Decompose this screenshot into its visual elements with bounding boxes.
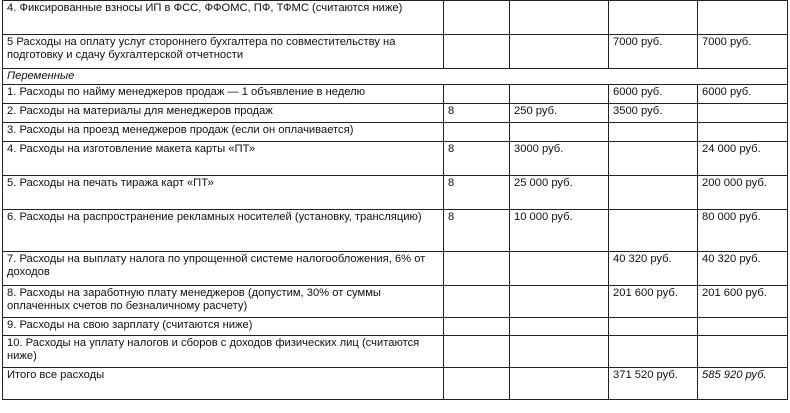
cell-year: 200 000 руб. xyxy=(698,176,788,210)
table-row xyxy=(3,1,788,35)
cell-name: 10. Расходы на уплату налогов и сборов с доходов физических лиц (считаются ниже) xyxy=(3,336,444,368)
cell-name: 8. Расходы на заработную плату менеджеров (допустим, 30% от суммы оплаченных счетов по безналичному расчету) xyxy=(3,286,444,318)
cell-qty xyxy=(444,123,510,142)
cell-year: 6000 руб. xyxy=(698,85,788,104)
cell-name: 9. Расходы на свою зарплату (считаются ниже) xyxy=(3,318,444,336)
expenses-table xyxy=(2,0,788,400)
cell-price xyxy=(510,35,609,69)
expenses-table-body xyxy=(3,1,788,400)
cell-year xyxy=(698,123,788,142)
cell-qty: 8 xyxy=(444,210,510,252)
cell-price xyxy=(510,368,609,400)
cell-price: 250 руб. xyxy=(510,104,609,123)
cell-month: 6000 руб. xyxy=(609,85,698,104)
cell-qty: 8 xyxy=(444,176,510,210)
cell-qty xyxy=(444,286,510,318)
cell-year xyxy=(698,1,788,35)
cell-name: 6. Расходы на распространение рекламных носителей (установку, трансляцию) xyxy=(3,210,444,252)
table-row xyxy=(3,210,788,252)
cell-year xyxy=(698,336,788,368)
table-row xyxy=(3,286,788,318)
table-row xyxy=(3,142,788,176)
cell-year: 585 920 руб. xyxy=(698,368,788,400)
section-title: Переменные xyxy=(3,69,788,85)
table-row xyxy=(3,104,788,123)
cell-qty xyxy=(444,1,510,35)
cell-price xyxy=(510,336,609,368)
cell-month: 40 320 руб. xyxy=(609,252,698,286)
cell-month xyxy=(609,123,698,142)
cell-year: 24 000 руб. xyxy=(698,142,788,176)
cell-price xyxy=(510,85,609,104)
cell-year: 201 600 руб. xyxy=(698,286,788,318)
cell-month: 201 600 руб. xyxy=(609,286,698,318)
cell-month: 7000 руб. xyxy=(609,35,698,69)
cell-qty xyxy=(444,35,510,69)
total-row xyxy=(3,368,788,400)
table-row xyxy=(3,35,788,69)
cell-month xyxy=(609,336,698,368)
table-row xyxy=(3,176,788,210)
table-row xyxy=(3,85,788,104)
cell-price: 10 000 руб. xyxy=(510,210,609,252)
cell-month: 3500 руб. xyxy=(609,104,698,123)
cell-name: Итого все расходы xyxy=(3,368,444,400)
cell-year xyxy=(698,104,788,123)
cell-price xyxy=(510,286,609,318)
cell-qty xyxy=(444,336,510,368)
cell-price xyxy=(510,318,609,336)
cell-qty xyxy=(444,318,510,336)
cell-price xyxy=(510,123,609,142)
cell-month: 371 520 руб. xyxy=(609,368,698,400)
cell-qty xyxy=(444,368,510,400)
cell-qty: 8 xyxy=(444,104,510,123)
cell-qty xyxy=(444,85,510,104)
cell-month xyxy=(609,210,698,252)
cell-qty xyxy=(444,252,510,286)
cell-name: 4. Фиксированные взносы ИП в ФСС, ФФОМС, ПФ, ТФМС (считаются ниже) xyxy=(3,1,444,35)
cell-year: 7000 руб. xyxy=(698,35,788,69)
cell-price xyxy=(510,1,609,35)
cell-name: 1. Расходы по найму менеджеров продаж — 1 объявление в неделю xyxy=(3,85,444,104)
cell-year xyxy=(698,318,788,336)
cell-year: 40 320 руб. xyxy=(698,252,788,286)
cell-price xyxy=(510,252,609,286)
cell-name: 5 Расходы на оплату услуг стороннего бухгалтера по совместительству на подготовку и сдачу бухгалтерской отчетности xyxy=(3,35,444,69)
cell-qty: 8 xyxy=(444,142,510,176)
cell-year: 80 000 руб. xyxy=(698,210,788,252)
cell-month xyxy=(609,142,698,176)
cell-month xyxy=(609,176,698,210)
cell-month xyxy=(609,1,698,35)
cell-price: 25 000 руб. xyxy=(510,176,609,210)
cell-name: 5. Расходы на печать тиража карт «ПТ» xyxy=(3,176,444,210)
cell-name: 3. Расходы на проезд менеджеров продаж (если он оплачивается) xyxy=(3,123,444,142)
cell-month xyxy=(609,318,698,336)
cell-name: 2. Расходы на материалы для менеджеров продаж xyxy=(3,104,444,123)
cell-price: 3000 руб. xyxy=(510,142,609,176)
cell-name: 4. Расходы на изготовление макета карты «ПТ» xyxy=(3,142,444,176)
table-row xyxy=(3,336,788,368)
table-row xyxy=(3,318,788,336)
cell-name: 7. Расходы на выплату налога по упрощенной системе налогообложения, 6% от доходов xyxy=(3,252,444,286)
table-row xyxy=(3,252,788,286)
table-row xyxy=(3,123,788,142)
section-row xyxy=(3,69,788,85)
